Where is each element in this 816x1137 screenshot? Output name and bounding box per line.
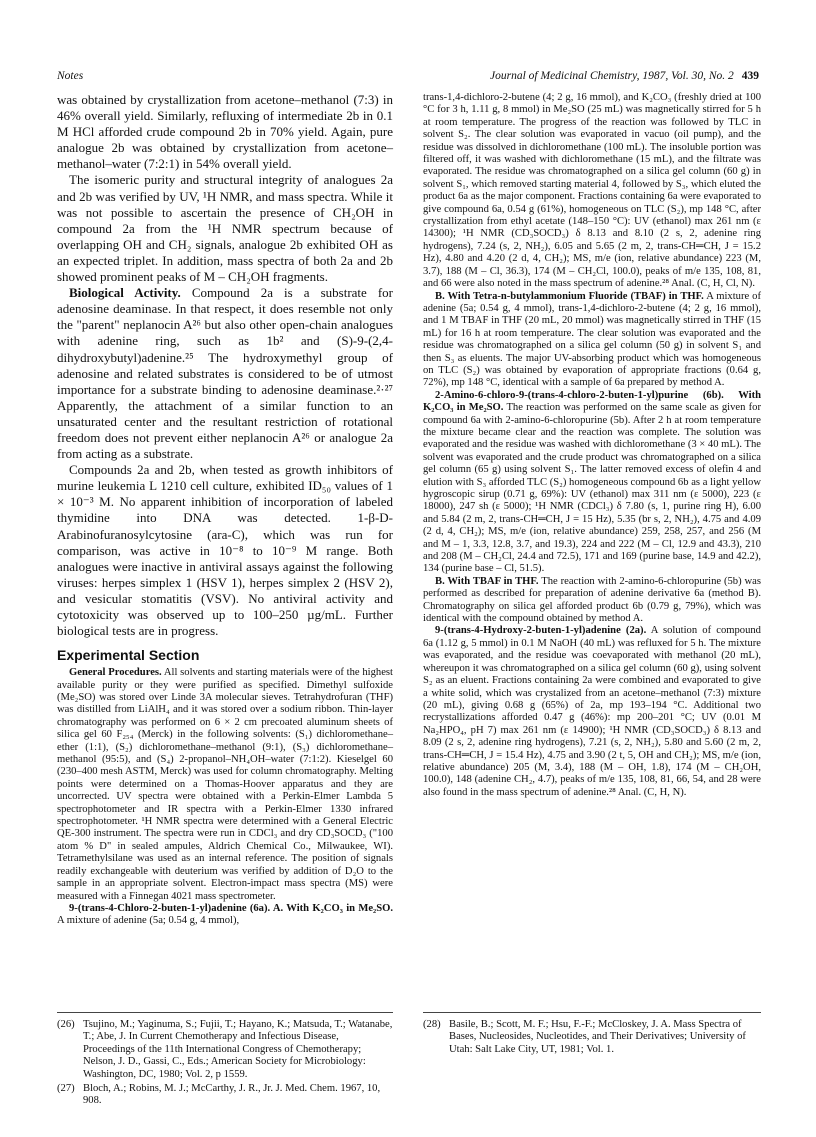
- reference-text: Tsujino, M.; Yaginuma, S.; Fujii, T.; Hayano, K.; Matsuda, T.; Watanabe, T.; Abe, J. In Current Chemotherapy and Infectious Disease, Proceedings of the 11th International Congress of Chemotherapy; Nelson, J. D., Gassi, C., Eds.; American Society for Microbiology: Washington, DC, 1980; Vol. 2, p 1559.: [83, 1019, 393, 1080]
- experimental-text: [423, 92, 761, 799]
- page-number: 439: [741, 70, 759, 82]
- reference-number: (28): [423, 1019, 441, 1030]
- experimental-text: [57, 667, 393, 928]
- header-journal: [490, 70, 759, 82]
- paragraph-heading: 9-(trans-4-Hydroxy-2-buten-1-yl)adenine (2a).: [435, 625, 647, 637]
- paragraph-text: A mixture of adenine (5a; 0.54 g, 4 mmol),: [57, 915, 240, 927]
- reference-item: [57, 1019, 393, 1081]
- footnote-rule: [57, 1012, 393, 1013]
- paragraph-text: A mixture of adenine (5a; 0.54 g, 4 mmol), trans-1,4-dichloro-2-butene (4; 2 g, 16 mmol), and 1 M TBAF in THF (20 mL, 20 mmol) was magnetically stirred in THF (15 mL) for 16 h at room temperature. The clear solution was evaporated and the residue was chromatographed on a silica gel column (50 g) in solvent S₁ and then S₃ as eluents. The major UV-absorbing product which was homogeneous on TLC (S₂) was obtained by evaporation of appropriate fractions (0.64 g, 72%), mp 148 °C, identical with a sample of 6a prepared by method A.: [423, 290, 761, 389]
- left-column: [57, 92, 393, 928]
- references-left: [57, 1012, 393, 1110]
- paragraph: [57, 285, 393, 462]
- paragraph-heading: Biological Activity.: [69, 285, 181, 301]
- paragraph-heading: 9-(trans-4-Chloro-2-buten-1-yl)adenine (6a). A. With K₂CO₃ in Me₂SO.: [69, 902, 393, 914]
- right-column: [423, 92, 761, 799]
- paragraph: Compounds 2a and 2b, when tested as growth inhibitors of murine leukemia L 1210 cell culture, exhibited ID₅₀ values of 1 × 10⁻³ M. No apparent inhibition of incorporation of labeled thymidine into DNA was detected. 1-β-D-Arabinofuranosylcytosine (ara-C), which was run for comparison, was active in 10⁻⁸ to 10⁻⁹ M range. Both analogues were inactive in antiviral assays against the following viruses: herpes simplex 1 (HSV 1), herpes simplex 2 (HSV 2), and vesicular stomatitis (VSV). No antiviral activity and cytotoxicity was observed up to 100–250 µg/mL. Further biological tests are in progress.: [57, 462, 393, 639]
- paragraph: [423, 291, 761, 390]
- paragraph-heading: 2-Amino-6-chloro-9-(trans-4-chloro-2-buten-1-yl)purine (6b). With K₂CO₃ in Me₂SO.: [423, 389, 761, 414]
- paragraph-text: All solvents and starting materials were of the highest available purity or they were purified as specified. Dimethyl sulfoxide (Me₂SO) was stored over Linde 3A molecular sieves. Tetrahydrofuran (THF) was distilled from LiAlH₄ and it was stored over a sodium ribbon. Thin-layer chromatography was performed on 6 × 2 cm precoated aluminum sheets of silica gel 60 F₂₅₄ (Merck) in the following solvents: (S₁) dichloromethane–ether (1:1), (S₂) dichloromethane–methanol (9:1), (S₃) dichloromethane–methanol (95:5), and (S₄) 2-propanol–NH₄OH–water (7:1:2). Kieselgel 60 (230–400 mesh ASTM, Merck) was used for column chromatography. Melting points were determined on a Thomas-Hoover apparatus and they are uncorrected. UV spectra were obtained with a Perkin-Elmer Lambda 5 spectrophotometer and IR spectra with a Perkin-Elmer 1330 infrared spectrophotometer. ¹H NMR spectra were determined with a General Electric QE-300 instrument. The spectra were run in CDCl₃ and dry CD₃SOCD₃ ("100 atom % D" in sealed ampules, Aldrich Chemical Co., Milwaukee, WI). Tetramethylsilane was used as an internal reference. The position of signals readily exchangeable with deuterium was verified by addition of D₂O to the sample in an appropriate solvent. Electron-impact mass spectra (MS) were measured with a Finnegan 4021 mass spectrometer.: [57, 667, 393, 902]
- paragraph-text: The reaction was performed on the same scale as given for compound 6a with 2-amino-6-chloropurine (5b). After 2 h at room temperature the mixture became clear and the reaction was complete. The solution was evaporated and the residue was washed with dichloromethane (3 × 40 mL). The solvent was evaporated and the crude product was chromatographed on a silica gel column (65 g) using solvent S₁. The latter removed excess of olefin 4 and elution with S₃ afforded TLC (S₂) homogeneous compound 6b as a light yellow hygroscopic sirup (0.71 g, 69%): UV (ethanol) max 311 nm (ε 5000), 223 (ε 18000), 247 sh (ε 5000); ¹H NMR (CDCl₃) δ 7.80 (s, 1, purine ring H), 6.00 and 5.84 (2 m, 2, trans-CH═CH, J = 15 Hz), 5.35 (br s, 2, NH₂), 4.75 and 4.09 (2 d, 4, CH₂); MS, m/e (ion, relative abundance) 259, 258, 257, and 256 (M and M – 1, 3.3, 12.8, 3.7, and 19.3), 224 and 222 (M – Cl, 12.9 and 43.3), 210 and 208 (M – CH₂Cl, 24.4 and 72.5), 171 and 169 (purine base, 14.9 and 42.2), 134 (purine base – Cl, 51.5).: [423, 402, 761, 575]
- paragraph: The isomeric purity and structural integrity of analogues 2a and 2b was verified by UV, ¹H NMR, and mass spectra. While it was not possible to ascertain the presence of CH₂OH in compound 2a from the ¹H NMR spectrum because of overlapping OH and CH₂ signals, analogue 2b exhibited OH as an expected triplet. In addition, mass spectra of both 2a and 2b showed prominent peaks of M – CH₂OH fragments.: [57, 172, 393, 285]
- footnote-rule: [423, 1012, 761, 1013]
- references-right: [423, 1012, 761, 1058]
- header-section-name: Notes: [57, 70, 84, 82]
- header-journal-name: Journal of Medicinal Chemistry, 1987, Vol. 30, No. 2: [490, 70, 734, 82]
- reference-text: Basile, B.; Scott, M. F.; Hsu, F.-F.; McCloskey, J. A. Mass Spectra of Bases, Nucleosides, Nucleotides, and Their Derivatives; University of Utah: Salt Lake City, UT, 1981; Vol. 1.: [449, 1019, 746, 1055]
- paragraph-text: Compound 2a is a substrate for adenosine deaminase. In that respect, it does resemble not only the "parent" neplanocin A²⁶ but also other open-chain analogues with adenine ring, such as 1b² and (S)-9-(2,4-dihydroxybutyl)adenine.²⁵ The hydroxymethyl group of adenosine and related substrates is considered to be of utmost importance for a substrate binding to adenosine deaminase.²·²⁷ Apparently, the attachment of a similar function to an unsaturated center and the resultant restriction of rotational freedom does not prevent either neplanocin A²⁶ or analogue 2a from acting as a substrate.: [57, 285, 394, 462]
- paragraph-text: A solution of compound 6a (1.12 g, 5 mmol) in 0.1 M NaOH (40 mL) was refluxed for 5 h. The mixture was evaporated, and the residue was coevaporated with methanol (20 mL), whereupon it was chromatographed on a silica gel column (60 g), using solvent S₂ as an eluent. Fractions containing 2a were combined and evaporated to give a white solid, which was crystalized from an acetone–methanol (7:3) mixture (20 mL), giving 0.68 g (65%) of 2a, mp 193–194 °C. Additional two recrystallizations afforded 0.47 g (46%): mp 200–201 °C; UV (0.01 M Na₂HPO₄, pH 7) max 261 nm (ε 14900); ¹H NMR (CD₃SOCD₃) δ 8.13 and 8.09 (2 s, 2, adenine ring hydrogens), 7.21 (s, 2, NH₂), 5.80 and 5.60 (2 m, 2, trans-CH═CH, J = 15.4 Hz), 4.75 and 3.90 (2 t, 5, OH and CH₂); MS, m/e (ion, relative abundance) 205 (M, 3.4), 188 (M – OH, 1.8), 174 (M – CH₂OH, 100.0), 148 (adenine CH₂, 4.7), peaks of m/e 135, 108, 81, 66, 54, and 28 were also found in the mass spectrum of adenine.²⁸ Anal. (C, H, N).: [423, 625, 761, 798]
- paragraph: [57, 667, 393, 903]
- paragraph: [423, 576, 761, 626]
- paragraph-heading: B. With TBAF in THF.: [435, 575, 539, 587]
- paragraph: trans-1,4-dichloro-2-butene (4; 2 g, 16 mmol), and K₂CO₃ (freshly dried at 100 °C for 3 h, 1.11 g, 8 mmol) in Me₂SO (25 mL) was magnetically stirred for 5 h at room temperature. The progress of the reaction was followed by TLC in solvent S₂. The clear solution was evaporated in vacuo (oil pump), and the residue was dissolved in dichloromethane (100 mL). The insoluble portion was filtered off, it was washed with dichloromethane (15 mL), and the filtrate was evaporated. The residue was chromatographed on a silica gel column (60 g) in solvent S₁, which removed starting material 4, followed by S₃, which eluted the product 6a as the major component. Fractions containing 6a were evaporated to give compound 6a, 0.54 g (61%), homogeneous on TLC (S₂), mp 148 °C, after crystallization from ethyl acetate (148–150 °C): UV (ethanol) max 261 nm (ε 14300); ¹H NMR (CD₃SOCD₃) δ 8.13 and 8.10 (2 s, 2, adenine ring hydrogens), 7.24 (s, 2, NH₂), 6.05 and 5.65 (2 m, 2, trans-CH═CH, J = 15.2 Hz), 4.80 and 4.20 (2 d, 4, CH₂); MS, m/e (ion, relative abundance) 223 (M, 3.7), 188 (M – Cl, 36.3), 174 (M – CH₂Cl, 100.0), peaks of m/e 135, 108, 81, and 66 were also noted in the mass spectrum of adenine.²⁸ Anal. (C, H, Cl, N).: [423, 92, 761, 290]
- reference-text: Bloch, A.; Robins, M. J.; McCarthy, J. R., Jr. J. Med. Chem. 1967, 10, 908.: [83, 1083, 381, 1107]
- section-title: Experimental Section: [57, 647, 200, 664]
- reference-number: (26): [57, 1019, 75, 1030]
- paragraph-heading: General Procedures.: [69, 667, 162, 679]
- paragraph: [423, 390, 761, 576]
- reference-item: [423, 1019, 761, 1056]
- paragraph: was obtained by crystallization from acetone–methanol (7:3) in 46% overall yield. Similarly, refluxing of intermediate 2b in 0.1 M HCl afforded crude compound 2b in 70% yield. Again, pure analogue 2b was obtained by crystallization from acetone–methanol–water (7:2:1) in 54% overall yield.: [57, 92, 393, 172]
- body-text: [57, 92, 393, 639]
- reference-item: [57, 1083, 393, 1108]
- paragraph-text: The reaction with 2-amino-6-chloropurine (5b) was performed as described for preparation of adenine derivative 6a (method B). Chromatography on silica gel afforded product 6b (0.79 g, 79%), which was identical with the compound obtained by method A.: [423, 575, 761, 625]
- reference-number: (27): [57, 1083, 75, 1095]
- paragraph: [57, 903, 393, 928]
- paragraph-heading: B. With Tetra-n-butylammonium Fluoride (TBAF) in THF.: [435, 290, 704, 302]
- paragraph: [423, 625, 761, 799]
- page-header: [57, 70, 759, 86]
